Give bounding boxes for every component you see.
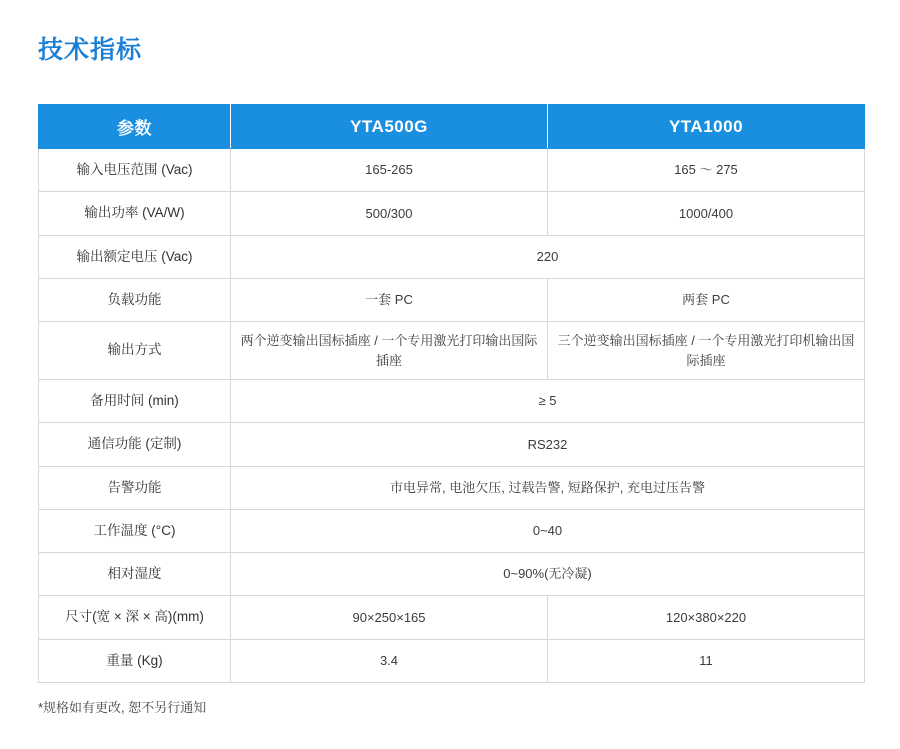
cell-parameter: 输出功率 (VA/W) xyxy=(39,192,231,235)
column-header-model-a: YTA500G xyxy=(231,105,548,149)
cell-parameter: 输出额定电压 (Vac) xyxy=(39,235,231,278)
cell-parameter: 重量 (Kg) xyxy=(39,639,231,682)
cell-value-model-a: 两个逆变输出国标插座 / 一个专用激光打印输出国际插座 xyxy=(231,322,548,380)
cell-value-model-b: 三个逆变输出国标插座 / 一个专用激光打印机输出国际插座 xyxy=(548,322,865,380)
page-title: 技术指标 xyxy=(38,36,143,64)
cell-value-model-a: 3.4 xyxy=(231,639,548,682)
cell-parameter: 尺寸(宽 × 深 × 高)(mm) xyxy=(39,596,231,639)
cell-value-model-b: 120×380×220 xyxy=(548,596,865,639)
table-row xyxy=(39,639,865,682)
column-header-parameter: 参数 xyxy=(39,105,231,149)
cell-parameter: 告警功能 xyxy=(39,466,231,509)
cell-value-model-a: 500/300 xyxy=(231,192,548,235)
cell-parameter: 工作温度 (°C) xyxy=(39,509,231,552)
cell-value-model-b: 11 xyxy=(548,639,865,682)
table-row xyxy=(39,235,865,278)
table-header-row xyxy=(39,105,865,149)
table-row xyxy=(39,466,865,509)
table-row xyxy=(39,380,865,423)
cell-value-model-b: 165 〜 275 xyxy=(548,149,865,192)
cell-value-shared: RS232 xyxy=(231,423,865,466)
cell-parameter: 负载功能 xyxy=(39,278,231,321)
cell-value-shared: 0~90%(无冷凝) xyxy=(231,553,865,596)
column-header-model-b: YTA1000 xyxy=(548,105,865,149)
specifications-table xyxy=(38,104,865,683)
table-row xyxy=(39,423,865,466)
cell-value-model-a: 165-265 xyxy=(231,149,548,192)
cell-parameter: 相对湿度 xyxy=(39,553,231,596)
table-row xyxy=(39,322,865,380)
table-row xyxy=(39,149,865,192)
cell-value-model-a: 一套 PC xyxy=(231,278,548,321)
table-row xyxy=(39,278,865,321)
table-row xyxy=(39,192,865,235)
table-row xyxy=(39,596,865,639)
cell-parameter: 输入电压范围 (Vac) xyxy=(39,149,231,192)
table-header xyxy=(39,105,865,149)
cell-value-model-b: 两套 PC xyxy=(548,278,865,321)
footnote: *规格如有更改, 恕不另行通知 xyxy=(38,700,207,715)
cell-value-model-a: 90×250×165 xyxy=(231,596,548,639)
table-row xyxy=(39,553,865,596)
table-row xyxy=(39,509,865,552)
cell-parameter: 输出方式 xyxy=(39,322,231,380)
cell-value-shared: 市电异常, 电池欠压, 过载告警, 短路保护, 充电过压告警 xyxy=(231,466,865,509)
table-body xyxy=(39,149,865,683)
cell-value-shared: ≥ 5 xyxy=(231,380,865,423)
cell-parameter: 通信功能 (定制) xyxy=(39,423,231,466)
cell-value-shared: 220 xyxy=(231,235,865,278)
cell-value-shared: 0~40 xyxy=(231,509,865,552)
cell-value-model-b: 1000/400 xyxy=(548,192,865,235)
cell-parameter: 备用时间 (min) xyxy=(39,380,231,423)
